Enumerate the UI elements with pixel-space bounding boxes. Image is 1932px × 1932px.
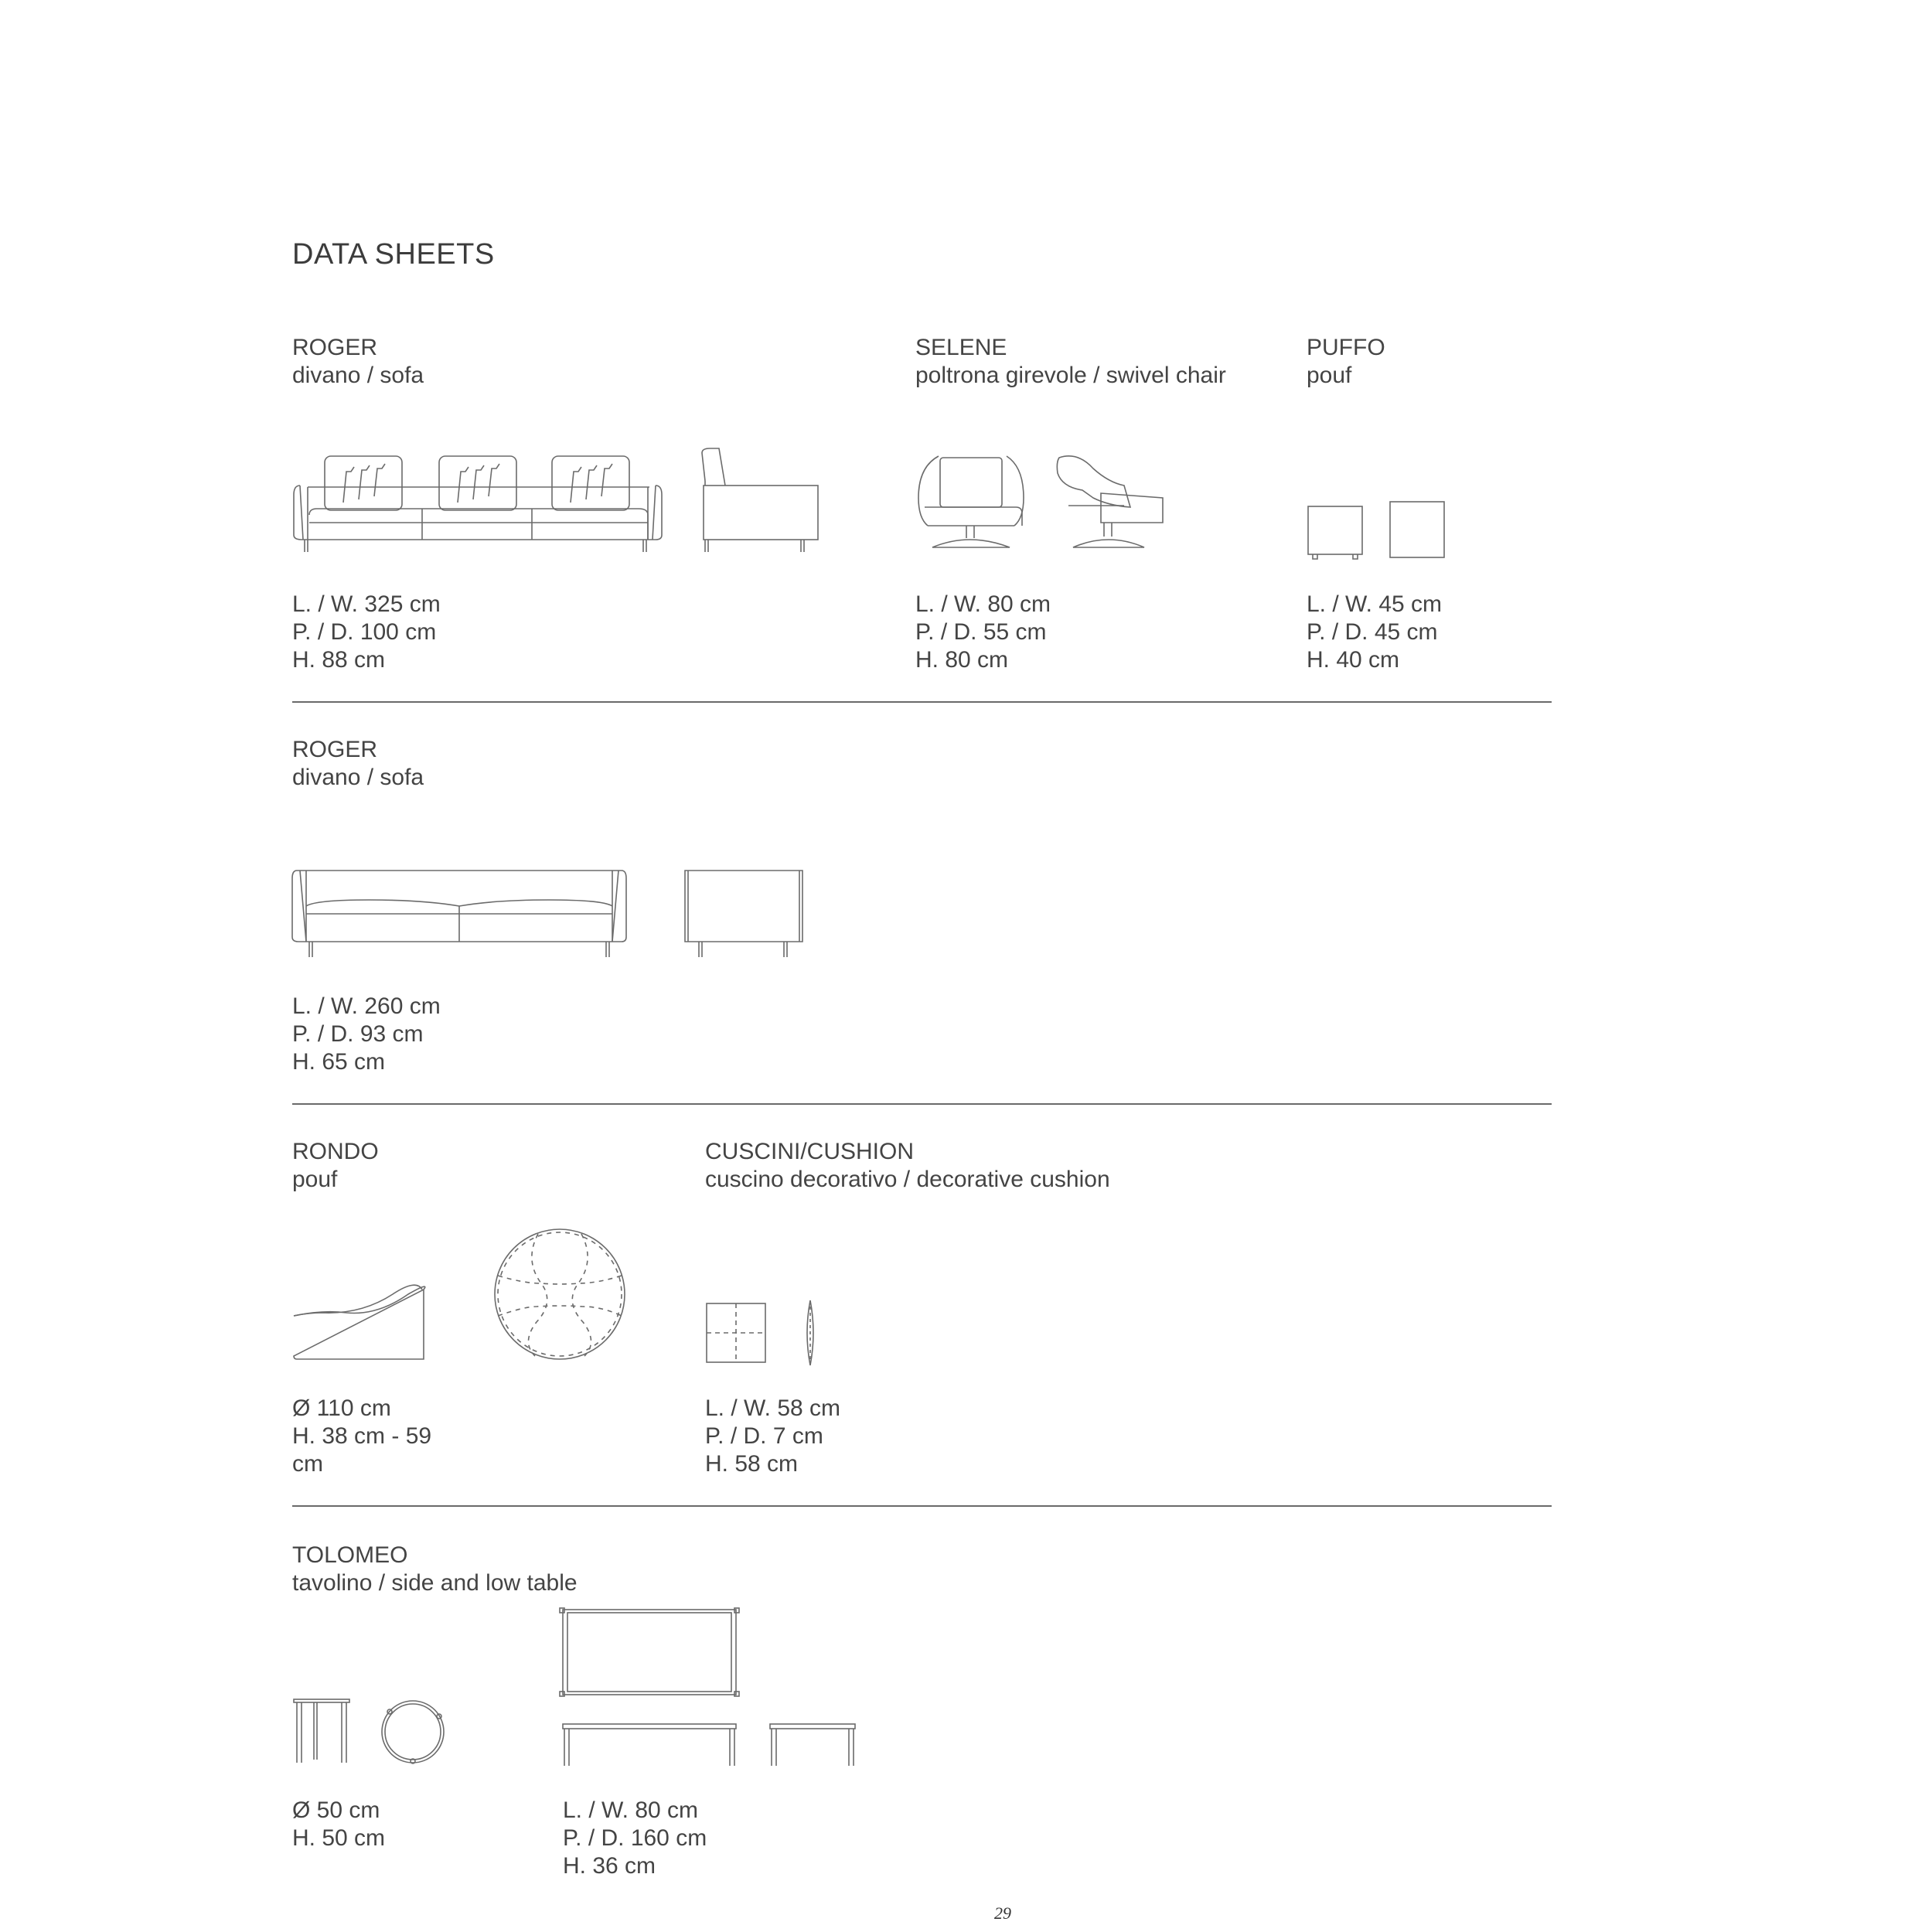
spec-width: L. / W. 260 cm [292, 993, 441, 1019]
spec-height: H. 58 cm [705, 1451, 799, 1477]
product-type: pouf [292, 1167, 338, 1192]
product-name: TOLOMEO [292, 1542, 408, 1568]
product-type: tavolino / side and low table [292, 1570, 578, 1596]
product-type: poltrona girevole / swivel chair [915, 363, 1226, 388]
section-divider [292, 701, 1552, 703]
product-roger-sofa-260 [292, 736, 424, 792]
product-name: RONDO [292, 1139, 379, 1164]
roger-sofa-260-drawing [292, 867, 818, 960]
cuscini-cushion-drawing [705, 1299, 829, 1368]
product-type: cuscino decorativo / decorative cushion [705, 1167, 1110, 1192]
product-type: divano / sofa [292, 363, 424, 388]
product-name: SELENE [915, 335, 1007, 360]
spec-depth: P. / D. 7 cm [705, 1423, 823, 1449]
product-name: ROGER [292, 737, 378, 762]
spec-height: H. 38 cm - 59 [292, 1423, 432, 1449]
tolomeo-table-drawing [292, 1608, 880, 1778]
puffo-pouf-drawing [1307, 499, 1461, 561]
spec-depth: P. / D. 160 cm [563, 1825, 707, 1851]
cuscini-cushion-specs [705, 1395, 840, 1478]
section-divider [292, 1505, 1552, 1507]
spec-height: H. 40 cm [1307, 647, 1400, 673]
product-cuscini-cushion [705, 1138, 1110, 1194]
roger-sofa-325-drawing [292, 448, 818, 557]
spec-width: L. / W. 80 cm [563, 1797, 699, 1823]
tolomeo-low-table-specs [563, 1797, 707, 1880]
product-puffo-pouf [1307, 334, 1385, 390]
tolomeo-side-table-specs [292, 1797, 385, 1852]
product-name: PUFFO [1307, 335, 1385, 360]
spec-height: H. 65 cm [292, 1049, 386, 1075]
spec-height-unit: cm [292, 1451, 323, 1477]
spec-height: H. 88 cm [292, 647, 386, 673]
page-number: 29 [994, 1903, 1011, 1923]
product-roger-sofa-325 [292, 334, 424, 390]
product-selene-chair [915, 334, 1226, 390]
spec-height: H. 50 cm [292, 1825, 386, 1851]
spec-width: L. / W. 325 cm [292, 591, 441, 617]
page-title: DATA SHEETS [292, 238, 495, 271]
section-divider [292, 1103, 1552, 1105]
spec-height: H. 36 cm [563, 1853, 656, 1879]
puffo-pouf-specs [1307, 591, 1442, 674]
rondo-pouf-drawing [292, 1229, 617, 1368]
product-type: pouf [1307, 363, 1352, 388]
spec-depth: P. / D. 93 cm [292, 1021, 424, 1047]
rondo-pouf-specs [292, 1395, 431, 1478]
spec-width: L. / W. 80 cm [915, 591, 1051, 617]
spec-diameter: Ø 110 cm [292, 1395, 391, 1421]
product-name: ROGER [292, 335, 378, 360]
product-name: CUSCINI/CUSHION [705, 1139, 915, 1164]
spec-width: L. / W. 58 cm [705, 1395, 841, 1421]
spec-depth: P. / D. 100 cm [292, 619, 437, 645]
spec-width: L. / W. 45 cm [1307, 591, 1443, 617]
spec-depth: P. / D. 45 cm [1307, 619, 1438, 645]
spec-depth: P. / D. 55 cm [915, 619, 1047, 645]
selene-chair-drawing [915, 451, 1178, 560]
roger-sofa-260-specs [292, 993, 441, 1076]
product-type: divano / sofa [292, 765, 424, 790]
spec-diameter: Ø 50 cm [292, 1797, 380, 1823]
product-rondo-pouf [292, 1138, 379, 1194]
spec-height: H. 80 cm [915, 647, 1009, 673]
product-tolomeo-table [292, 1542, 578, 1597]
roger-sofa-325-specs [292, 591, 441, 674]
selene-chair-specs [915, 591, 1051, 674]
